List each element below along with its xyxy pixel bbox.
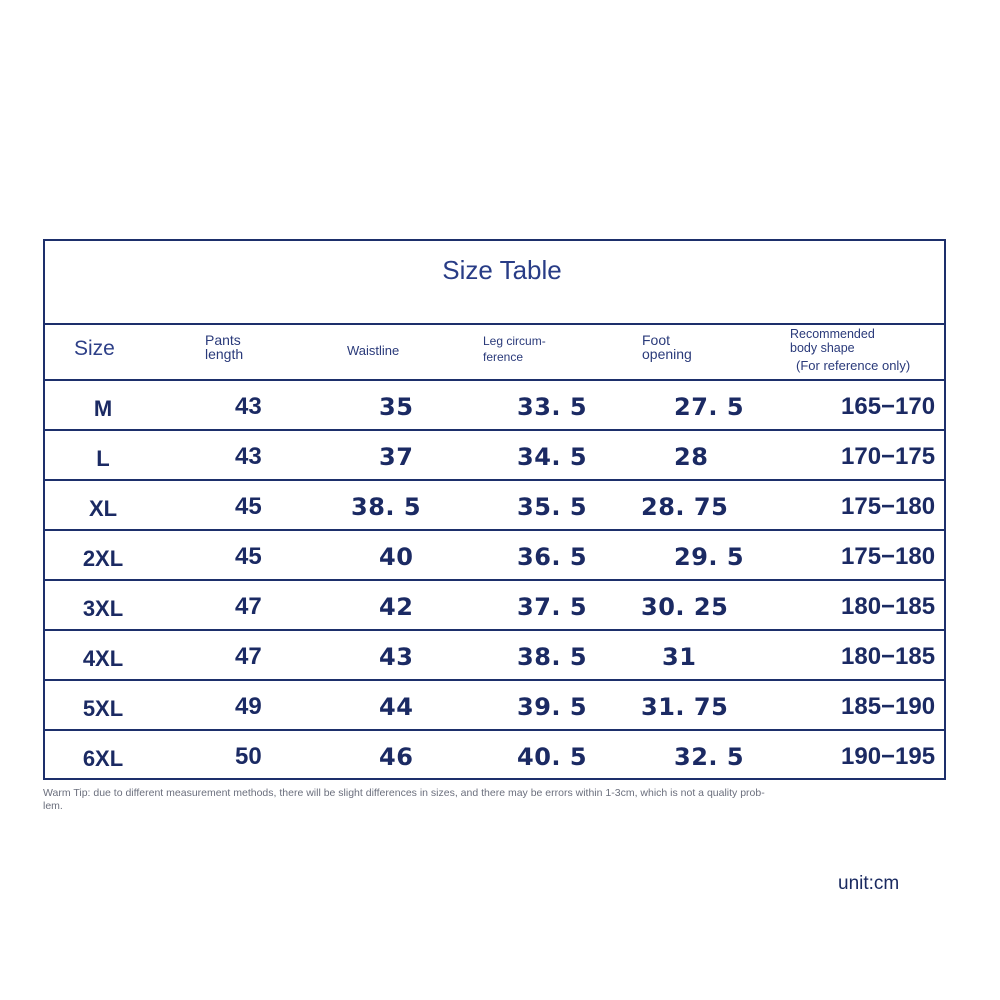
cell-leg-circumference: 40. 5 [517, 743, 588, 771]
header-size: Size [74, 337, 115, 360]
cell-foot-opening: 27. 5 [674, 393, 745, 421]
table-row: 4XL 47 43 38. 5 31 180−185 [45, 631, 944, 681]
cell-leg-circumference: 39. 5 [517, 693, 588, 721]
header-pants-length: Pants length [205, 332, 244, 362]
cell-pants-length: 43 [235, 443, 262, 470]
table-title-row [45, 241, 944, 325]
cell-waistline: 40 [379, 543, 414, 571]
cell-waistline: 38. 5 [351, 493, 422, 521]
cell-waistline: 42 [379, 593, 414, 621]
unit-label: unit:cm [838, 873, 900, 894]
table-row: L 43 37 34. 5 28 170−175 [45, 431, 944, 481]
table-row: XL 45 38. 5 35. 5 28. 75 175−180 [45, 481, 944, 531]
cell-foot-opening: 30. 25 [641, 593, 729, 621]
cell-body-shape: 185−190 [841, 693, 936, 720]
cell-foot-opening: 28 [674, 443, 709, 471]
table-row: 2XL 45 40 36. 5 29. 5 175−180 [45, 531, 944, 581]
cell-body-shape: 170−175 [841, 443, 936, 470]
cell-leg-circumference: 38. 5 [517, 643, 588, 671]
table-row: 3XL 47 42 37. 5 30. 25 180−185 [45, 581, 944, 631]
cell-leg-circumference: 33. 5 [517, 393, 588, 421]
cell-body-shape: 190−195 [841, 743, 936, 770]
size-table [43, 239, 946, 780]
cell-pants-length: 45 [235, 543, 262, 570]
cell-pants-length: 45 [235, 493, 262, 520]
cell-body-shape: 180−185 [841, 593, 936, 620]
cell-body-shape: 165−170 [841, 393, 936, 420]
cell-pants-length: 47 [235, 643, 262, 670]
cell-pants-length: 49 [235, 693, 262, 720]
cell-leg-circumference: 36. 5 [517, 543, 588, 571]
cell-foot-opening: 31. 75 [641, 693, 729, 721]
header-waistline: Waistline [347, 343, 400, 358]
cell-pants-length: 50 [235, 743, 262, 770]
cell-waistline: 43 [379, 643, 414, 671]
cell-body-shape: 175−180 [841, 493, 936, 520]
cell-leg-circumference: 34. 5 [517, 443, 588, 471]
cell-body-shape: 180−185 [841, 643, 936, 670]
table-row: 5XL 49 44 39. 5 31. 75 185−190 [45, 681, 944, 731]
cell-leg-circumference: 35. 5 [517, 493, 588, 521]
cell-foot-opening: 31 [662, 643, 697, 671]
cell-waistline: 35 [379, 393, 414, 421]
cell-waistline: 37 [379, 443, 414, 471]
cell-foot-opening: 28. 75 [641, 493, 729, 521]
cell-pants-length: 43 [235, 393, 262, 420]
header-leg-circumference: Leg circum- ference [483, 334, 546, 364]
cell-foot-opening: 29. 5 [674, 543, 745, 571]
header-recommended-body-shape: Recommended body shape [790, 327, 875, 355]
table-title: Size Table [442, 255, 562, 285]
cell-body-shape: 175−180 [841, 543, 936, 570]
cell-leg-circumference: 37. 5 [517, 593, 588, 621]
cell-waistline: 46 [379, 743, 414, 771]
header-foot-opening: Foot opening [642, 332, 692, 362]
table-row: M 43 35 33. 5 27. 5 165−170 [45, 381, 944, 431]
table-row: 6XL 50 46 40. 5 32. 5 190−195 [82, 743, 936, 771]
warm-tip-note: Warm Tip: due to different measurement methods, there will be slight differences in sizes, and there may be errors within 1-3cm, which is not a quality prob- lem. [43, 787, 765, 812]
cell-foot-opening: 32. 5 [674, 743, 745, 771]
cell-waistline: 44 [379, 693, 414, 721]
header-reference-note: (For reference only) [796, 358, 911, 373]
cell-pants-length: 47 [235, 593, 262, 620]
table-header-row [45, 325, 944, 381]
